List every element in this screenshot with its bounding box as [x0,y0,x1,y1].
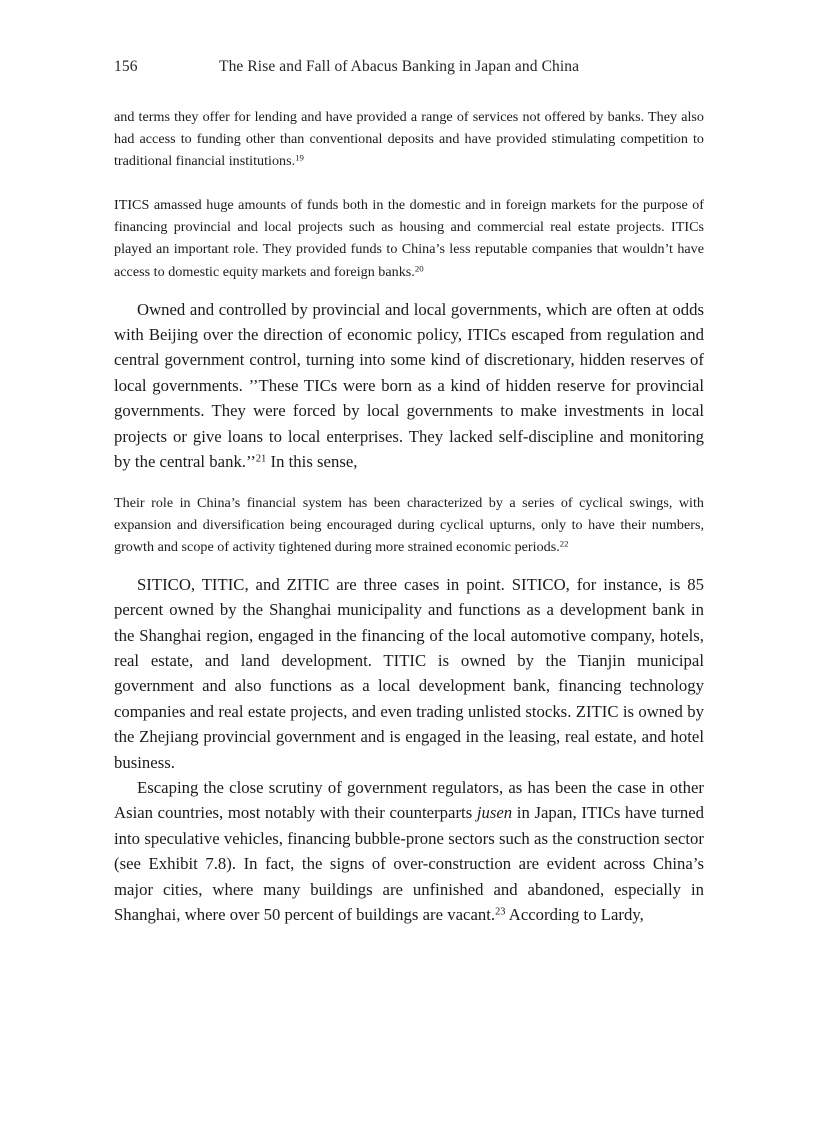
text-column [114,106,704,927]
main-paragraph-2 [114,572,704,775]
footnote-marker-21: 21 [255,453,267,465]
footnote-marker-23: 23 [495,906,506,918]
main-3-text-c: According to Lardy, [505,905,644,925]
main-3-text-b: in Japan, ITICs have turned into speculative vehicles, financing bubble-prone sectors such as the construction sector (see Exhibit 7.8). In fact, the signs of over-construction are evident across China’s major cities, where many buildings are unfinished and abandoned, especially in Shanghai, where over 50 percent of buildings are vacant. [114,803,704,925]
main-3-text-a: Escaping the close scrutiny of government regulators, as has been the case in other Asian countries, most notably with their counterparts [114,778,704,823]
main-3-italic-term: jusen [476,803,513,823]
running-head [114,58,704,82]
main-paragraph-1 [114,297,704,475]
extract-3-text: Their role in China’s financial system has been characterized by a series of cyclical swings, with expansion and diversification being encouraged during cyclical upturns, only to have their numbers, growth and scope of activity tightened during more strained economic periods. [114,494,704,555]
main-2-text: SITICO, TITIC, and ZITIC are three cases in point. SITICO, for instance, is 85 percent owned by the Shanghai municipality and functions as a development bank in the Shanghai region, engaged in the financing of the local automotive company, hotels, real estate, and land development. TITIC is owned by the Tianjin municipal government and also functions as a local development bank, financing technology companies and real estate projects, and even trading unlisted stocks. ZITIC is owned by the Zhejiang provincial government and is engaged in the leasing, real estate, and hotel business. [114,574,704,772]
extract-paragraph-1 [114,106,704,172]
main-1-text-a: Owned and controlled by provincial and local governments, which are often at odds with Beijing over the direction of economic policy, ITICs escaped from regulation and central government control, turning into some kind of discretionary, hidden reserves of local governments. ’’These TICs were born as a kind of hidden reserve for provincial governments. They were forced by local governments to make investments in local projects or give loans to local enterprises. They lacked self-discipline and monitoring by the central bank.’’ [114,299,704,472]
footnote-marker-20: 20 [414,263,424,274]
main-paragraph-3 [114,775,704,927]
extract-2-text: ITICS amassed huge amounts of funds both in the domestic and in foreign markets for the purpose of financing provincial and local projects such as housing and commercial real estate projects. ITICs played an important role. They provided funds to China’s less reputable companies that wouldn’t have access to domestic equity markets and foreign banks. [114,197,704,280]
extract-paragraph-3 [114,492,704,558]
running-head-title: The Rise and Fall of Abacus Banking in Japan and China [219,58,580,75]
extract-paragraph-2 [114,194,704,282]
footnote-marker-19: 19 [295,152,304,163]
extract-1-text: and terms they offer for lending and have provided a range of services not offered by banks. They also had access to funding other than conventional deposits and have provided stimulating competition to traditional financial institutions. [114,109,704,170]
main-1-text-b: In this sense, [266,452,358,472]
page-number: 156 [114,58,138,75]
footnote-marker-22: 22 [559,538,569,549]
